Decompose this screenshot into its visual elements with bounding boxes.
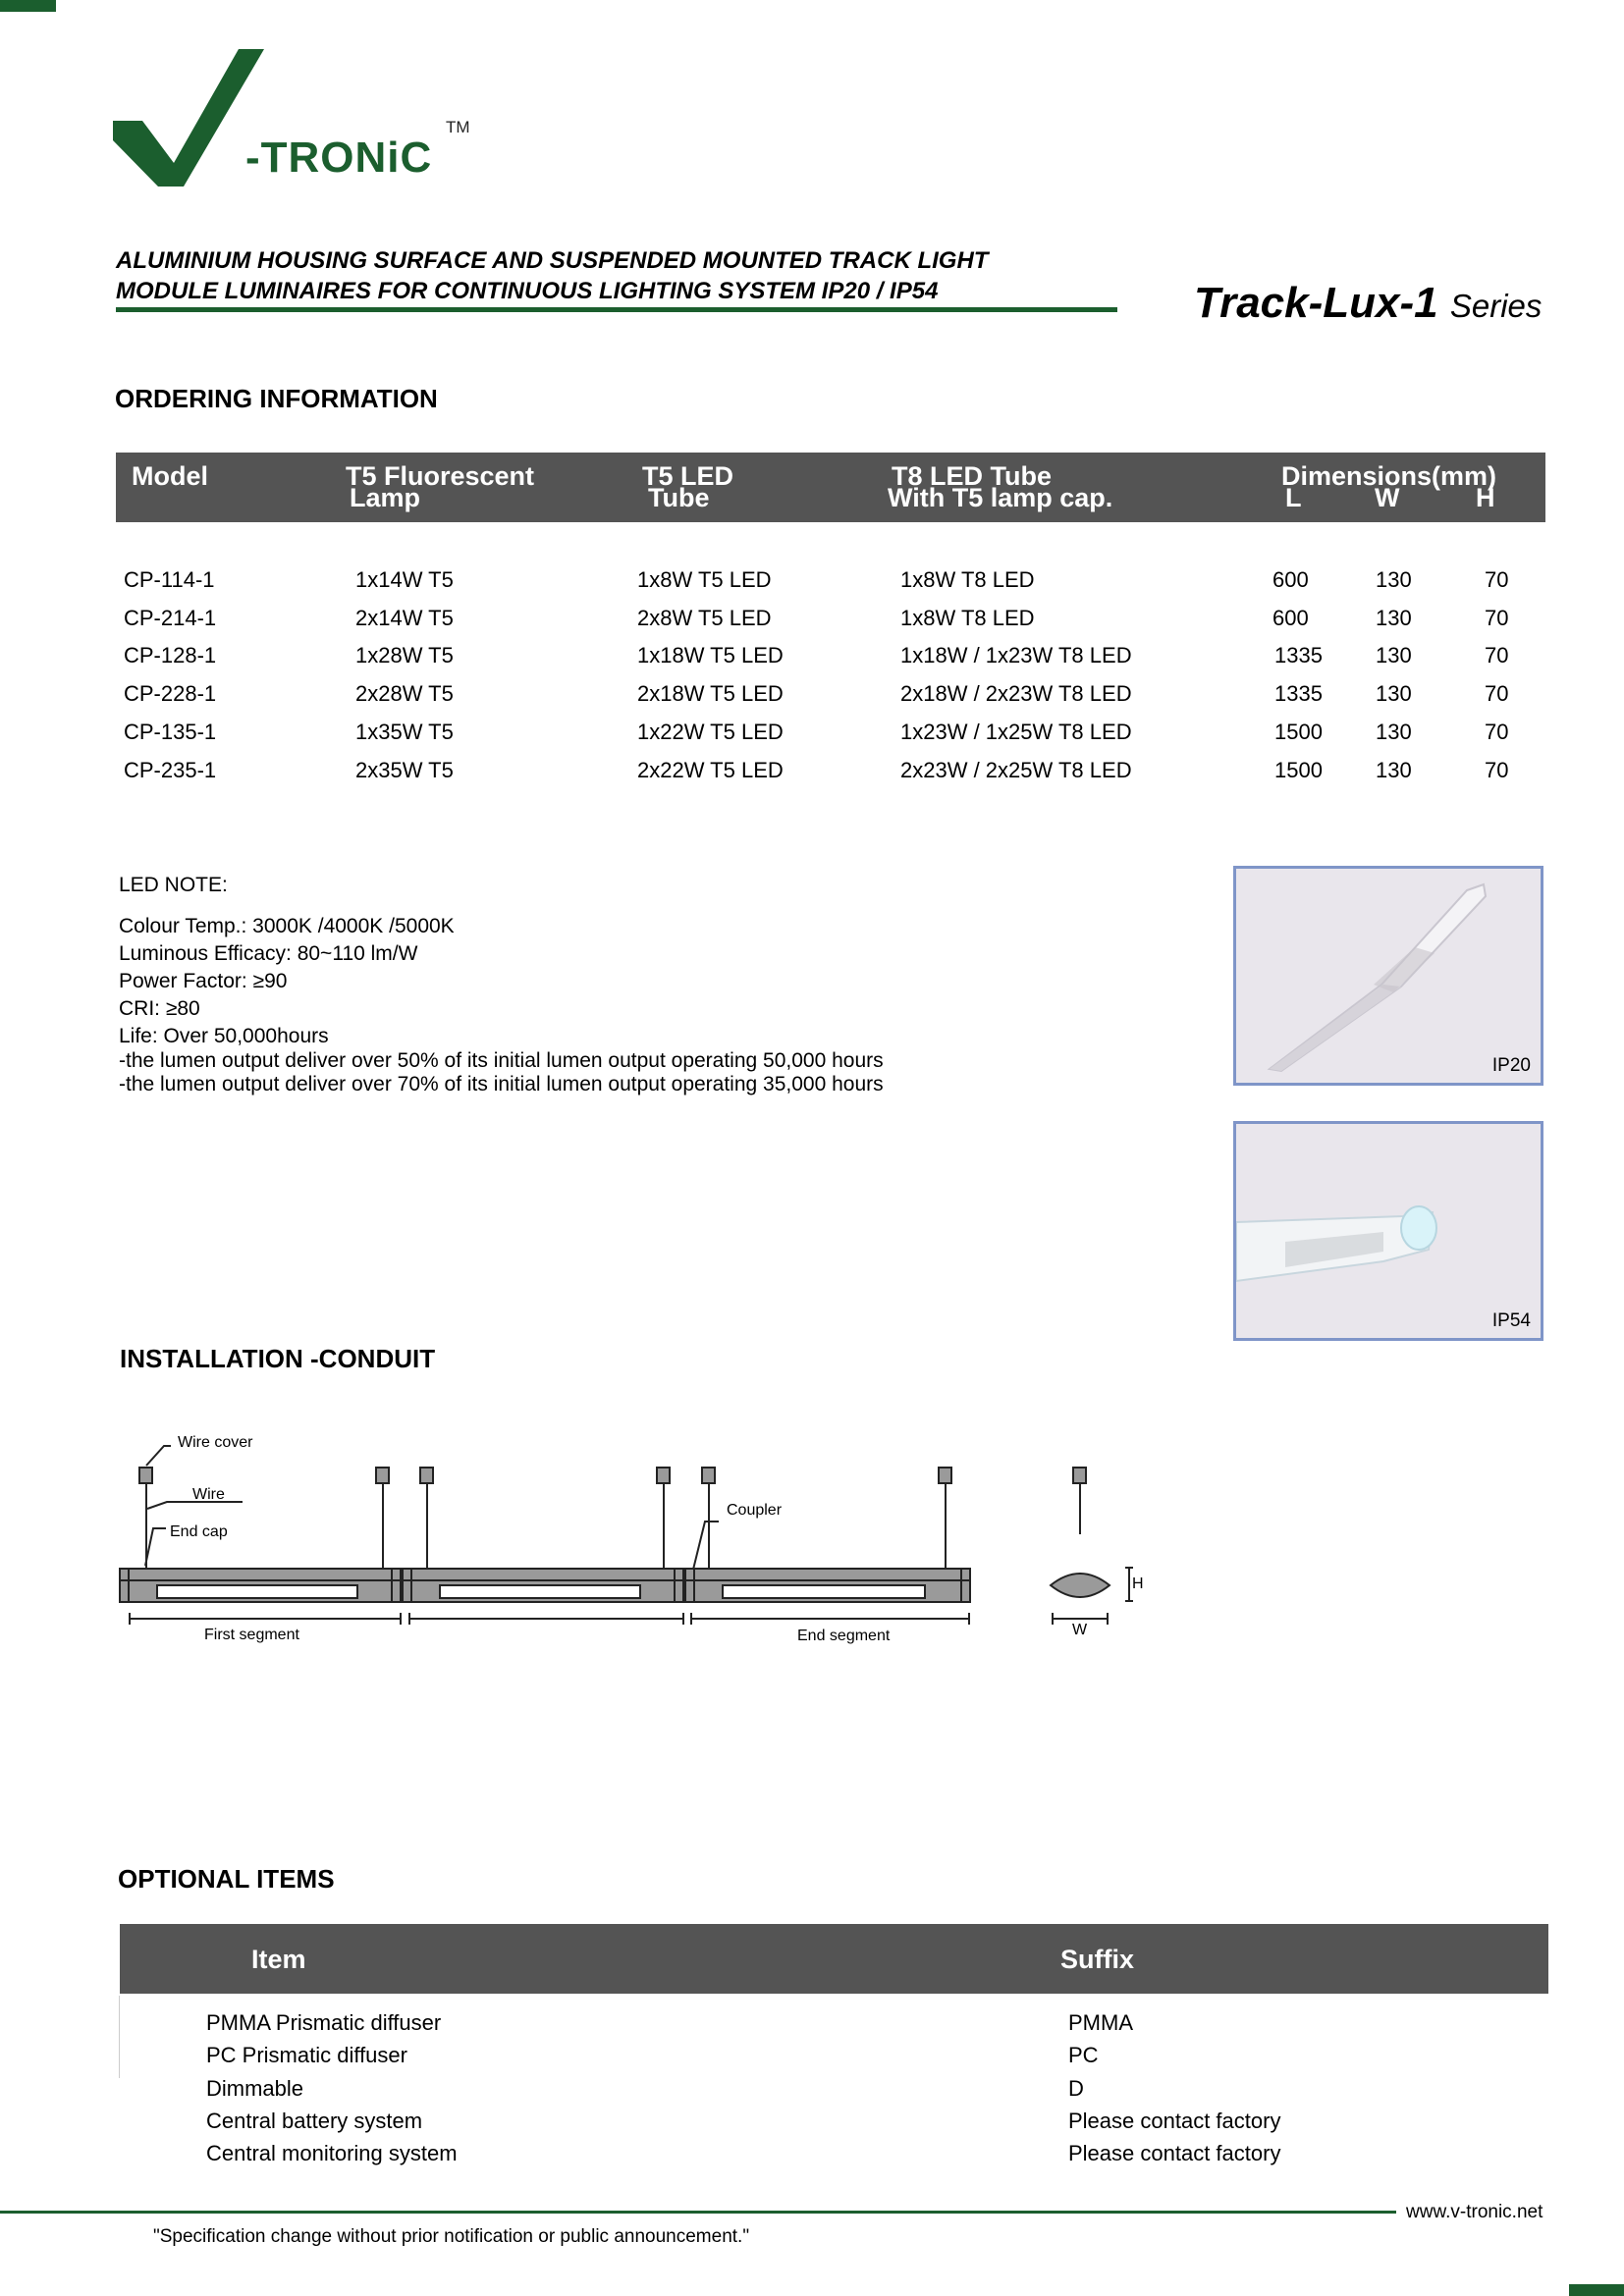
cell-t5-fluorescent: 2x28W T5 — [355, 681, 454, 706]
col-t5-fluorescent-line2: Lamp — [350, 483, 421, 512]
optional-row — [120, 2141, 1548, 2174]
series-name: Track-Lux-1 — [1194, 279, 1438, 327]
cell-t8-led: 2x18W / 2x23W T8 LED — [900, 681, 1132, 706]
col-t5-fluorescent-line1: T5 Fluorescent — [346, 461, 535, 491]
cell-model: CP-235-1 — [124, 758, 217, 782]
led-note-line: CRI: ≥80 — [119, 997, 200, 1020]
footer-disclaimer: "Specification change without prior notification or public announcement." — [153, 2226, 750, 2247]
led-note-line: Luminous Efficacy: 80~110 lm/W — [119, 942, 418, 965]
col-suffix: Suffix — [1060, 1945, 1135, 1974]
cell-width: 130 — [1376, 606, 1412, 630]
cell-t5-fluorescent: 1x28W T5 — [355, 643, 454, 667]
photo-label-ip54: IP54 — [1491, 1310, 1531, 1331]
label-first-segment: First segment — [204, 1627, 299, 1643]
conduit-drawing — [110, 1428, 1170, 1654]
cell-item: PC Prismatic diffuser — [206, 2043, 407, 2067]
ordering-row — [116, 606, 1545, 643]
headline-line-1: ALUMINIUM HOUSING SURFACE AND SUSPENDED MOUNTED TRACK LIGHT — [116, 247, 989, 274]
cell-length: 1500 — [1274, 720, 1323, 744]
ordering-row — [116, 758, 1545, 795]
cell-width: 130 — [1376, 720, 1412, 744]
luminaire-ip20-image — [1236, 869, 1541, 1083]
led-note-line: Power Factor: ≥90 — [119, 970, 288, 992]
installation-title: INSTALLATION -CONDUIT — [120, 1344, 436, 1373]
series-suffix: Series — [1449, 288, 1543, 324]
label-height: H — [1132, 1575, 1144, 1592]
cell-length: 1335 — [1274, 681, 1323, 706]
cell-t5-fluorescent: 1x14W T5 — [355, 567, 454, 592]
ordering-row — [116, 720, 1545, 757]
optional-row — [120, 2043, 1548, 2076]
cell-item: Central battery system — [206, 2109, 423, 2133]
label-end-cap: End cap — [170, 1523, 228, 1540]
cell-t5-led: 2x22W T5 LED — [637, 758, 784, 782]
corner-accent-top — [0, 0, 56, 12]
product-photo-ip20 — [1233, 866, 1543, 1086]
label-coupler: Coupler — [727, 1502, 783, 1519]
ordering-title: ORDERING INFORMATION — [115, 384, 438, 413]
col-dim-l: L — [1285, 483, 1302, 512]
cell-item: PMMA Prismatic diffuser — [206, 2010, 442, 2035]
cell-suffix: PMMA — [1068, 2010, 1133, 2035]
optional-row — [120, 2076, 1548, 2109]
product-photo-ip54 — [1233, 1121, 1543, 1341]
cell-t8-led: 1x18W / 1x23W T8 LED — [900, 643, 1132, 667]
cell-t8-led: 1x23W / 1x25W T8 LED — [900, 720, 1132, 744]
col-t5-led-line2: Tube — [648, 483, 710, 512]
headline-divider — [116, 307, 1117, 312]
cell-item: Central monitoring system — [206, 2141, 458, 2165]
cell-height: 70 — [1485, 643, 1509, 667]
cell-suffix: Please contact factory — [1068, 2141, 1281, 2165]
luminaire-ip54-image — [1236, 1124, 1541, 1338]
led-note-line: Colour Temp.: 3000K /4000K /5000K — [119, 915, 455, 937]
cell-length: 600 — [1272, 567, 1309, 592]
cell-height: 70 — [1485, 720, 1509, 744]
cell-suffix: Please contact factory — [1068, 2109, 1281, 2133]
label-end-segment: End segment — [797, 1628, 891, 1644]
col-item: Item — [251, 1945, 306, 1974]
label-width: W — [1072, 1622, 1088, 1638]
col-dim-w: W — [1375, 483, 1400, 512]
col-dimensions: Dimensions(mm) — [1281, 461, 1497, 491]
col-t8-led-line1: T8 LED Tube — [892, 461, 1053, 491]
ordering-row — [116, 567, 1545, 605]
product-headline — [116, 245, 988, 306]
cell-t5-fluorescent: 2x14W T5 — [355, 606, 454, 630]
ordering-table-header — [116, 453, 1545, 522]
col-t5-led-line1: T5 LED — [642, 461, 734, 491]
cell-t8-led: 2x23W / 2x25W T8 LED — [900, 758, 1132, 782]
cell-height: 70 — [1485, 567, 1509, 592]
led-note-lumen — [119, 1049, 884, 1096]
footer-website[interactable]: www.v-tronic.net — [1406, 2202, 1543, 2222]
col-dim-h: H — [1476, 483, 1495, 512]
cell-t5-fluorescent: 2x35W T5 — [355, 758, 454, 782]
trademark-mark: TM — [446, 118, 470, 136]
ordering-row — [116, 643, 1545, 680]
headline-line-2: MODULE LUMINAIRES FOR CONTINUOUS LIGHTING SYSTEM IP20 / IP54 — [116, 278, 939, 304]
col-t8-led-line2: With T5 lamp cap. — [888, 483, 1113, 512]
cell-height: 70 — [1485, 681, 1509, 706]
cell-width: 130 — [1376, 758, 1412, 782]
series-title — [1194, 279, 1542, 328]
cell-length: 600 — [1272, 606, 1309, 630]
col-t8-led — [888, 461, 1113, 512]
footer-divider — [0, 2211, 1396, 2214]
installation-diagram — [110, 1428, 1170, 1654]
led-note-specs — [119, 913, 455, 1050]
cell-suffix: PC — [1068, 2043, 1099, 2067]
photo-label-ip20: IP20 — [1491, 1055, 1531, 1076]
cell-model: CP-114-1 — [124, 567, 215, 592]
cell-model: CP-228-1 — [124, 681, 217, 706]
col-t5-fluorescent — [346, 461, 535, 512]
ordering-row — [116, 681, 1545, 719]
cell-t5-led: 2x8W T5 LED — [637, 606, 772, 630]
col-t5-led — [642, 461, 734, 512]
cell-height: 70 — [1485, 758, 1509, 782]
cell-height: 70 — [1485, 606, 1509, 630]
cell-t5-led: 1x18W T5 LED — [637, 643, 784, 667]
cell-width: 130 — [1376, 567, 1412, 592]
led-note-title: LED NOTE: — [119, 874, 228, 896]
cell-model: CP-135-1 — [124, 720, 217, 744]
cell-width: 130 — [1376, 643, 1412, 667]
label-wire-cover: Wire cover — [178, 1434, 253, 1451]
brand-name: -TRONiC — [245, 133, 433, 182]
cell-length: 1335 — [1274, 643, 1323, 667]
cell-model: CP-214-1 — [124, 606, 217, 630]
cell-t5-led: 1x8W T5 LED — [637, 567, 772, 592]
cell-item: Dimmable — [206, 2076, 304, 2101]
led-note-line: Life: Over 50,000hours — [119, 1025, 329, 1047]
cell-suffix: D — [1068, 2076, 1084, 2101]
cell-model: CP-128-1 — [124, 643, 217, 667]
cell-t8-led: 1x8W T8 LED — [900, 567, 1035, 592]
cell-width: 130 — [1376, 681, 1412, 706]
led-note-line: -the lumen output deliver over 50% of its initial lumen output operating 50,000 hours — [119, 1049, 884, 1072]
cell-t8-led: 1x8W T8 LED — [900, 606, 1035, 630]
optional-items-title: OPTIONAL ITEMS — [118, 1864, 335, 1894]
optional-table-header — [120, 1924, 1548, 1994]
optional-row — [120, 2109, 1548, 2142]
cell-t5-led: 1x22W T5 LED — [637, 720, 784, 744]
col-model: Model — [132, 461, 208, 491]
optional-row — [120, 2010, 1548, 2044]
cell-t5-fluorescent: 1x35W T5 — [355, 720, 454, 744]
label-wire: Wire — [192, 1486, 225, 1503]
cell-t5-led: 2x18W T5 LED — [637, 681, 784, 706]
cell-length: 1500 — [1274, 758, 1323, 782]
corner-accent-bottom — [1569, 2284, 1624, 2296]
led-note-line: -the lumen output deliver over 70% of its initial lumen output operating 35,000 hours — [119, 1073, 884, 1095]
